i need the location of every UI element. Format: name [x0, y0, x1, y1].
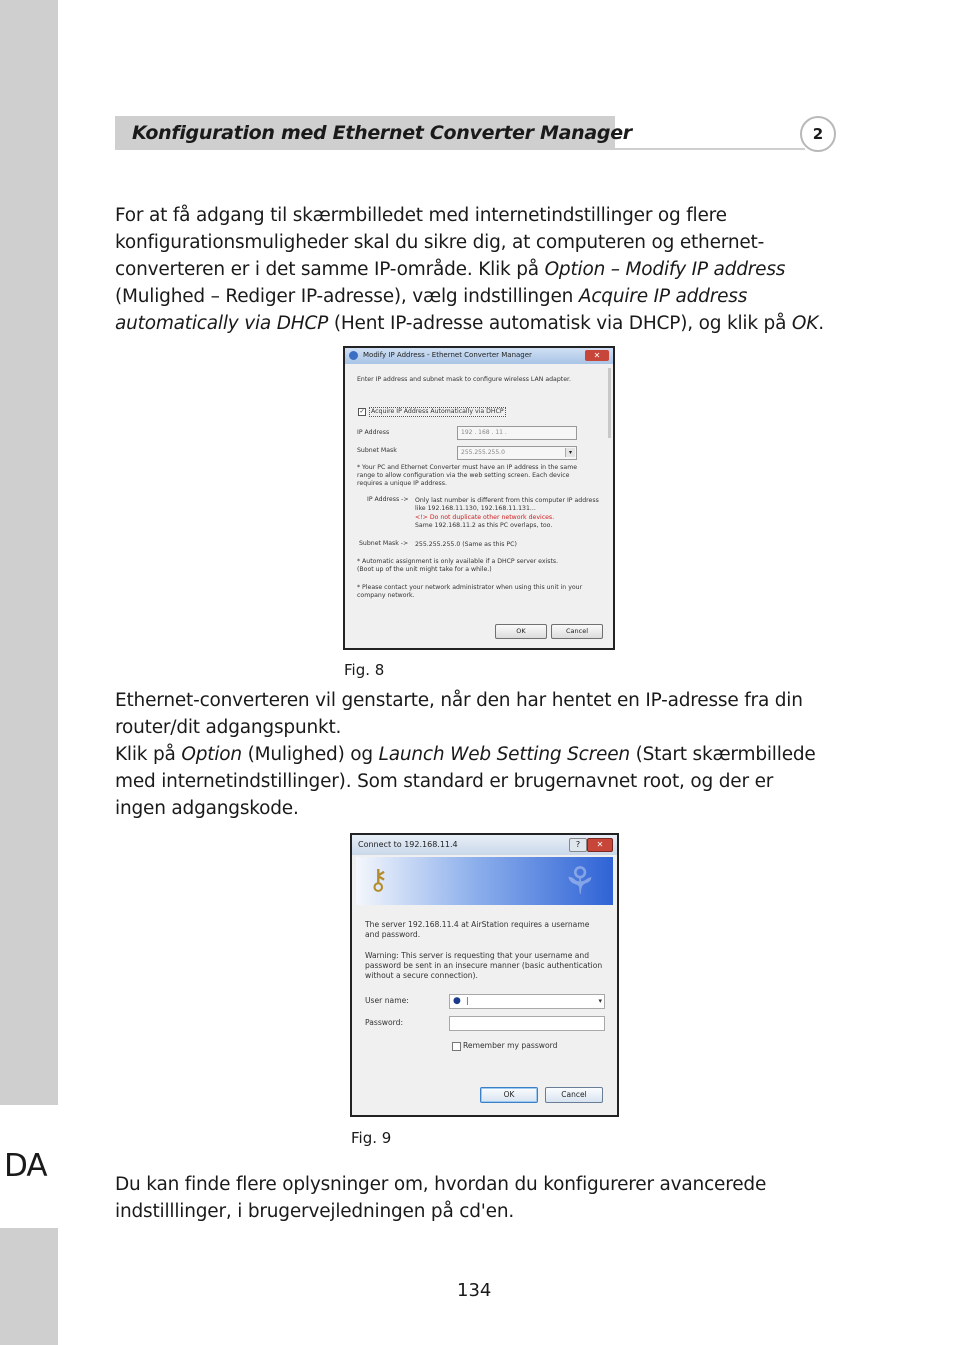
close-icon[interactable]: ✕	[585, 350, 609, 361]
ok-button[interactable]: OK	[480, 1087, 538, 1103]
text-line: ingen adgangskode.	[115, 798, 299, 819]
note-line: * Your PC and Ethernet Converter must have an IP address in the same	[357, 464, 578, 471]
text-line: Ethernet-converteren vil genstarte, når den har hentet en IP-adresse fra din	[115, 690, 803, 711]
help-icon[interactable]: ?	[569, 838, 587, 852]
text-line: med internetindstillinger). Som standard er brugernavnet root, og der er	[115, 771, 774, 792]
chapter-number-badge: 2	[800, 116, 836, 152]
paragraph-restart	[115, 687, 827, 822]
chevron-down-icon[interactable]: ▾	[598, 997, 602, 1005]
watermark-icon: ⚘	[562, 859, 597, 903]
username-input[interactable]	[449, 994, 605, 1009]
server-message-line: The server 192.168.11.4 at AirStation requires a username	[365, 920, 590, 929]
header-rule	[615, 148, 805, 150]
text-line: (Mulighed – Rediger IP-adresse), vælg indstillingen Acquire IP address	[115, 286, 748, 307]
note-line: requires a unique IP address.	[357, 480, 447, 487]
warning-message-line: password be sent in an insecure manner (basic authentication	[365, 961, 603, 970]
text-line: konfigurationsmuligheder skal du sikre dig, at computeren og ethernet-	[115, 232, 765, 253]
note-line: range to allow configuration via the web setting screen. Each device	[357, 472, 570, 479]
dialog-titlebar	[345, 348, 613, 364]
dialog-title: Modify IP Address - Ethernet Converter Manager	[363, 351, 532, 359]
keys-icon: ⚷	[368, 863, 389, 896]
hint-line: Only last number is different from this computer IP address	[415, 497, 599, 504]
cancel-button[interactable]: Cancel	[545, 1087, 603, 1103]
ip-address-label: IP Address	[357, 429, 390, 436]
hint-line: 255.255.255.0 (Same as this PC)	[415, 541, 517, 548]
text-line: router/dit adgangspunkt.	[115, 717, 342, 738]
warning-message-line: without a secure connection).	[365, 971, 478, 980]
figure-caption: Fig. 8	[344, 661, 385, 679]
dialog-intro: Enter IP address and subnet mask to configure wireless LAN adapter.	[357, 376, 571, 383]
chevron-down-icon: ▾	[565, 448, 575, 457]
note-line: * Please contact your network administrator when using this unit in your	[357, 584, 583, 591]
sidebar-band-top	[0, 0, 58, 1105]
close-icon[interactable]: ✕	[587, 838, 613, 852]
ok-button[interactable]: OK	[495, 624, 547, 639]
user-icon: ●	[453, 996, 461, 1006]
note-line: (Boot up of the unit might take for a while.)	[357, 566, 492, 573]
subnet-mask-select[interactable]: 255.255.255.0 ▾	[457, 446, 577, 460]
scrollbar[interactable]	[608, 368, 611, 438]
paragraph-intro	[115, 202, 827, 337]
password-label: Password:	[365, 1018, 404, 1027]
username-value: |	[466, 996, 469, 1005]
dialog-titlebar	[352, 835, 617, 855]
page-number: 134	[457, 1280, 492, 1301]
cancel-button[interactable]: Cancel	[551, 624, 603, 639]
language-label: DA	[4, 1148, 47, 1184]
warning-message-line: Warning: This server is requesting that your username and	[365, 951, 590, 960]
hint-line: Same 192.168.11.2 as this PC overlaps, too.	[415, 522, 553, 529]
text-line: Klik på Option (Mulighed) og Launch Web Setting Screen (Start skærmbillede	[115, 744, 816, 765]
dhcp-checkbox[interactable]: ✓	[359, 408, 365, 415]
fig8-modify-ip-dialog	[343, 346, 615, 650]
fig9-connect-dialog	[350, 833, 619, 1117]
app-icon	[349, 351, 358, 360]
ip-hint-label: IP Address ->	[367, 496, 409, 503]
text-line: For at få adgang til skærmbilledet med internetindstillinger og flere	[115, 205, 727, 226]
subnet-mask-label: Subnet Mask	[357, 447, 397, 454]
remember-password-label[interactable]: Remember my password	[463, 1041, 558, 1050]
note-line: * Automatic assignment is only available if a DHCP server exists.	[357, 558, 559, 565]
section-title: Konfiguration med Ethernet Converter Manager	[132, 122, 632, 144]
server-message-line: and password.	[365, 930, 421, 939]
sidebar-band-bottom	[0, 1228, 58, 1345]
text-line: indstilllinger, i brugervejledningen på cd'en.	[115, 1201, 515, 1222]
text-line: automatically via DHCP (Hent IP-adresse automatisk via DHCP), og klik på OK.	[115, 313, 824, 334]
ip-address-input[interactable]: 192 . 168 . 11 .	[457, 426, 577, 440]
dialog-banner	[356, 857, 613, 905]
text-line: converteren er i det samme IP-område. Klik på Option – Modify IP address	[115, 259, 786, 280]
hint-line: like 192.168.11.130, 192.168.11.131...	[415, 505, 536, 512]
username-label: User name:	[365, 996, 409, 1005]
paragraph-more-info	[115, 1171, 827, 1225]
subnet-hint-label: Subnet Mask ->	[359, 540, 409, 547]
warning-line: <!> Do not duplicate other network devices.	[415, 514, 555, 521]
password-input[interactable]	[449, 1016, 605, 1031]
dhcp-checkbox-label[interactable]: Acquire IP Address Automatically via DHCP	[371, 408, 504, 415]
dialog-title: Connect to 192.168.11.4	[358, 840, 458, 849]
note-line: company network.	[357, 592, 415, 599]
remember-password-checkbox[interactable]	[452, 1042, 461, 1051]
text-line: Du kan finde flere oplysninger om, hvordan du konfigurerer avancerede	[115, 1174, 767, 1195]
figure-caption: Fig. 9	[351, 1129, 392, 1147]
